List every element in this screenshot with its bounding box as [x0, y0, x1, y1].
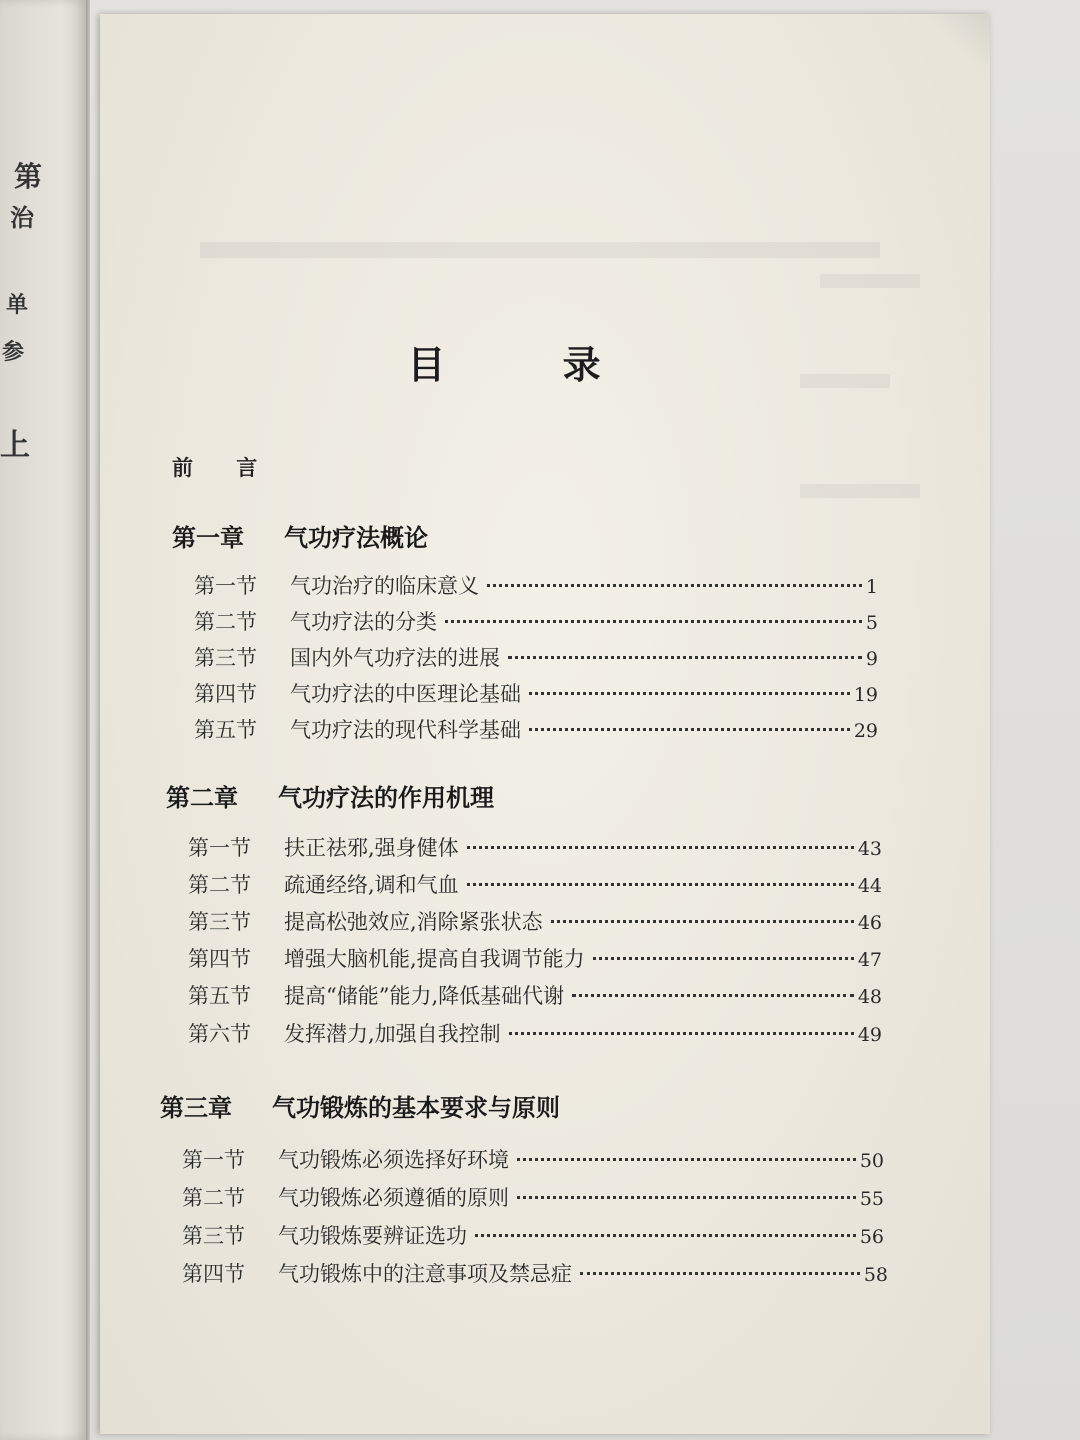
- section-title: 气功锻炼中的注意事项及禁忌症: [278, 1262, 572, 1286]
- chapter-number: 第三章: [160, 1093, 232, 1122]
- section-number: 第三节: [182, 1224, 245, 1248]
- chapter-heading: [160, 1088, 560, 1123]
- page-number: 46: [857, 912, 882, 934]
- section-title: 气功锻炼必须选择好环境: [278, 1148, 509, 1172]
- dot-leader: [517, 1196, 856, 1199]
- chapter-title: 气功锻炼的基本要求与原则: [272, 1093, 560, 1122]
- section-number: 第一节: [194, 574, 257, 598]
- page-number: 49: [857, 1024, 882, 1046]
- toc-row: [182, 1258, 888, 1288]
- section-title: 发挥潜力,加强自我控制: [284, 1022, 501, 1046]
- toc-row: [188, 943, 882, 973]
- toc-row: [194, 570, 878, 600]
- bleed-through-mark: [800, 484, 920, 498]
- section-number: 第四节: [182, 1262, 245, 1286]
- section-number: 第一节: [182, 1148, 245, 1172]
- dot-leader: [580, 1272, 860, 1275]
- section-number: 第一节: [188, 836, 251, 860]
- page-number: 9: [865, 648, 878, 670]
- section-number: 第四节: [188, 947, 251, 971]
- page-title: 目 录: [407, 342, 653, 387]
- page-number: 58: [863, 1264, 888, 1286]
- chapter-heading: [172, 518, 428, 553]
- toc-row: [194, 678, 878, 708]
- page-number: 5: [865, 612, 878, 634]
- dot-leader: [508, 656, 862, 659]
- section-title: 气功锻炼必须遵循的原则: [278, 1186, 509, 1210]
- section-number: 第五节: [188, 984, 251, 1008]
- toc-row: [194, 642, 878, 672]
- dot-leader: [487, 584, 862, 587]
- chapter-number: 第一章: [172, 523, 244, 552]
- toc-row: [182, 1182, 884, 1212]
- adjacent-page-edge: [0, 0, 88, 1440]
- chapter-heading: [166, 778, 494, 813]
- toc-row: [194, 606, 878, 636]
- dot-leader: [467, 883, 854, 886]
- left-page-fragment: 第: [14, 160, 43, 193]
- section-title: 气功锻炼要辨证选功: [278, 1224, 467, 1248]
- section-title: 提高“储能”能力,降低基础代谢: [284, 984, 565, 1008]
- section-title: 增强大脑机能,提高自我调节能力: [284, 947, 585, 971]
- chapter-number: 第二章: [166, 783, 238, 812]
- page-number: 50: [859, 1150, 884, 1172]
- section-title: 气功疗法的分类: [290, 610, 437, 634]
- bleed-through-mark: [200, 242, 880, 258]
- toc-row: [188, 906, 882, 936]
- dot-leader: [593, 957, 854, 960]
- section-title: 气功治疗的临床意义: [290, 574, 479, 598]
- dot-leader: [445, 620, 862, 623]
- page-gutter: [86, 0, 90, 1440]
- section-number: 第三节: [188, 910, 251, 934]
- toc-row: [182, 1220, 884, 1250]
- section-title: 疏通经络,调和气血: [284, 873, 459, 897]
- section-title: 国内外气功疗法的进展: [290, 646, 500, 670]
- section-number: 第二节: [188, 873, 251, 897]
- page-number: 56: [859, 1226, 884, 1248]
- toc-row: [188, 832, 882, 862]
- toc-row: [182, 1144, 884, 1174]
- page-number: 1: [865, 576, 878, 598]
- bleed-through-mark: [820, 274, 920, 288]
- section-number: 第三节: [194, 646, 257, 670]
- left-page-fragment: 治: [10, 203, 34, 232]
- dot-leader: [517, 1158, 856, 1161]
- chapter-title: 气功疗法的作用机理: [278, 783, 494, 812]
- page-number: 47: [857, 949, 882, 971]
- left-page-fragment: 单: [6, 292, 29, 318]
- dot-leader: [475, 1234, 856, 1237]
- section-number: 第六节: [188, 1022, 251, 1046]
- page-number: 48: [857, 986, 882, 1008]
- toc-page: [100, 14, 990, 1434]
- dot-leader: [529, 728, 850, 731]
- page-number: 44: [857, 875, 882, 897]
- chapter-title: 气功疗法概论: [284, 523, 428, 552]
- dot-leader: [529, 692, 850, 695]
- toc-row: [194, 714, 878, 744]
- left-page-fragment: 上: [0, 428, 30, 463]
- page-number: 55: [859, 1188, 884, 1210]
- section-number: 第五节: [194, 718, 257, 742]
- toc-row: [188, 869, 882, 899]
- toc-row: [188, 1018, 882, 1048]
- page-number: 29: [853, 720, 878, 742]
- section-title: 扶正祛邪,强身健体: [284, 836, 459, 860]
- section-number: 第二节: [182, 1186, 245, 1210]
- left-page-fragment: 参: [2, 339, 25, 365]
- section-number: 第二节: [194, 610, 257, 634]
- section-title: 提高松弛效应,消除紧张状态: [284, 910, 543, 934]
- section-title: 气功疗法的中医理论基础: [290, 682, 521, 706]
- toc-row: [188, 980, 882, 1010]
- dot-leader: [509, 1032, 854, 1035]
- section-number: 第四节: [194, 682, 257, 706]
- dot-leader: [467, 846, 854, 849]
- dot-leader: [572, 994, 854, 997]
- page-number: 19: [853, 684, 878, 706]
- dot-leader: [551, 920, 854, 923]
- preface-entry: 前 言: [172, 455, 276, 480]
- page-number: 43: [857, 838, 882, 860]
- section-title: 气功疗法的现代科学基础: [290, 718, 521, 742]
